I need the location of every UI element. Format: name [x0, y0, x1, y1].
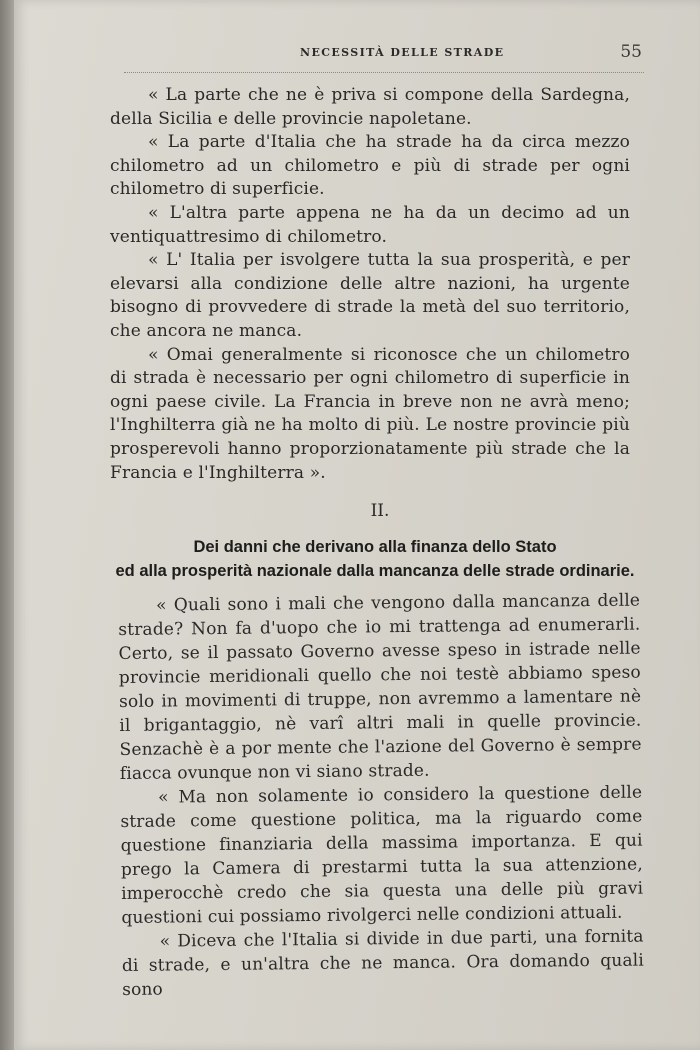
- paragraph: « Ma non solamente io considero la questione delle strade come questione politica, ma la riguardo come questione finanziaria della massima importanza. E qui prego la Camera di prestarmi tutta la sua attenzione, imperocchè credo che sia questa una delle più gravi questioni cui possiamo rivolgerci nelle condizioni attuali.: [120, 782, 644, 928]
- section-number: II.: [370, 501, 390, 521]
- section-title: [100, 535, 650, 583]
- section-title-line-2: ed alla prosperità nazionale dalla mancanza delle strade ordinarie.: [115, 562, 635, 580]
- book-gutter-edge: [0, 0, 14, 1050]
- paragraph: « Omai generalmente si riconosce che un chilometro di strada è necessario per ogni chilometro di superficie in ogni paese civile. La Francia in breve non ne avrà meno; l'Inghilterra già ne ha molto di più. Le nostre provincie più prosperevoli hanno proporzionatamente più strade che la Francia e l'Inghilterra ».: [110, 344, 630, 483]
- header-rule: [124, 72, 644, 73]
- body-text-bottom: [118, 589, 644, 1002]
- running-title: NECESSITÀ DELLE STRADE: [300, 46, 505, 59]
- page-header: [114, 40, 644, 64]
- paragraph: « La parte che ne è priva si compone della Sardegna, della Sicilia e delle provincie napoletane.: [110, 85, 630, 129]
- body-text-top: [110, 84, 630, 485]
- paragraph: « Diceva che l'Italia si divide in due parti, una fornita di strade, e un'altra che ne manca. Ora domando quali sono: [121, 926, 644, 1000]
- section-title-line-1: Dei danni che derivano alla finanza dello Stato: [193, 538, 557, 556]
- paragraph: « Quali sono i mali che vengono dalla mancanza delle strade? Non fa d'uopo che io mi trattenga ad enumerarli. Certo, se il passato Governo avesse speso in istrade nelle provincie meridionali quello che noi testè abbiamo speso solo in movimenti di truppe, non avremmo a lamentare nè il brigantaggio, nè varî altri mali in quelle provincie. Senzachè è a por mente che l'azione del Governo è sempre fiacca ovunque non vi siano strade.: [118, 590, 642, 784]
- paragraph: « L'altra parte appena ne ha da un decimo ad un ventiquattresimo di chilometro.: [110, 202, 630, 247]
- page-number: 55: [620, 42, 642, 62]
- paragraph: « La parte d'Italia che ha strade ha da circa mezzo chilometro ad un chilometro e più di strade per ogni chilometro di superficie.: [110, 132, 630, 200]
- paragraph: « L' Italia per isvolgere tutta la sua prosperità, e per elevarsi alla condizione delle altre nazioni, ha urgente bisogno di provvedere di strade la metà del suo territorio, che ancora ne manca.: [110, 250, 630, 341]
